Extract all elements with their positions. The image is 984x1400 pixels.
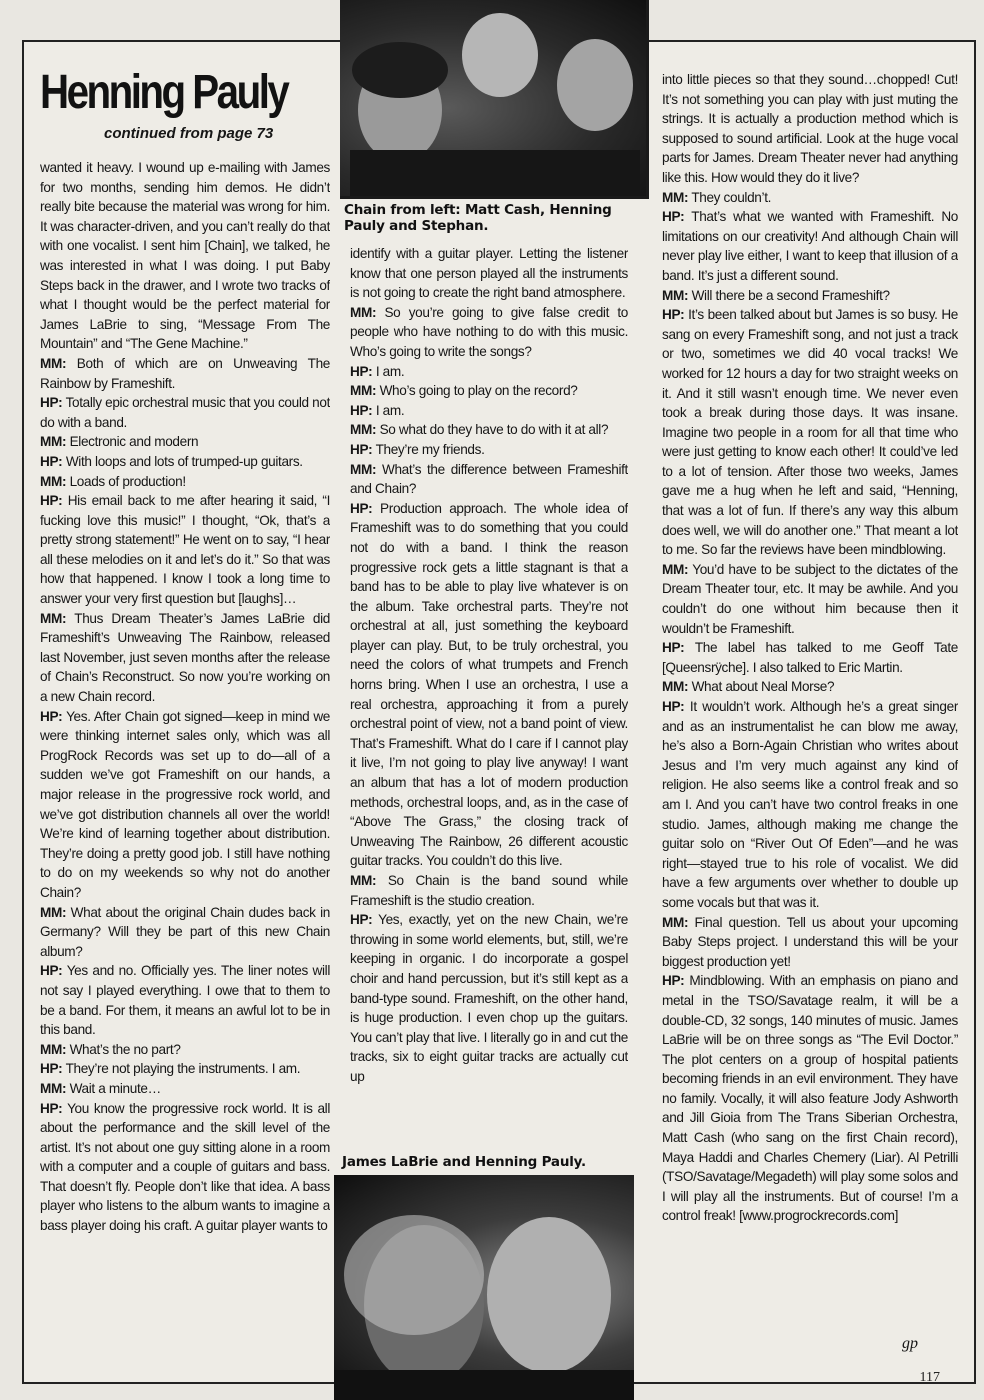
- paragraph: [40, 1059, 330, 1079]
- speaker-label: MM:: [350, 422, 377, 438]
- labrie-pauly-figures: [334, 1175, 634, 1400]
- paragraph-text: Will there be a second Frameshift?: [691, 287, 890, 303]
- paragraph-text: Totally epic orchestral music that you could not do with a band.: [40, 395, 330, 430]
- paragraph: [662, 207, 958, 285]
- speaker-label: HP:: [40, 395, 63, 411]
- speaker-label: MM:: [40, 610, 67, 626]
- paragraph-text: So Chain is the band sound while Frameshift is the studio creation.: [350, 873, 628, 908]
- paragraph: [40, 452, 330, 472]
- speaker-label: MM:: [662, 914, 689, 930]
- paragraph-text: Electronic and modern: [69, 434, 199, 450]
- paragraph-text: They couldn’t.: [691, 189, 772, 205]
- paragraph: [40, 1099, 330, 1236]
- paragraph-text: Production approach. The whole idea of Frameshift was to do something that you could not do with a band. I think the reason progressive rock gets a little stagnant is that a band has to be able to play live whatever is on the album. Take orchestral parts. They’re not orchestral at all, just something the keyboard player can play. But, to be truly orchestral, you need the colors of what trumpets and French horns bring. When I use an orchestra, I use a real orchestra, approaching it from a purely orchestral point of view, not a band point of view. That’s Frameshift. What do I care if I cannot play it live, I’m not going to play live anyway! I want an album that has a lot of modern production methods, orchestral loops, and, as in the case of “Above The Grass,” the closing track of Unweaving The Rainbow, 26 different acoustic guitar tracks. You couldn’t do this live.: [350, 500, 628, 869]
- speaker-label: MM:: [662, 679, 689, 695]
- paragraph-text: It wouldn’t work. Although he’s a great singer and as an instrumentalist he can blow me away, he’s also a Born-Again Christian who writes about Jesus and I’m very much against any kind of religion. He also seems like a control freak and so am I. And you can’t have two control freaks in one studio. James, although making me change the guitar solo on “River Out Of Eden”—and he was right—stayed true to his role of vocalist. We did have a few arguments over whether to double up some vocals but that was it.: [662, 699, 958, 910]
- paragraph: [40, 158, 330, 354]
- paragraph: [40, 491, 330, 609]
- paragraph-text: Mindblowing. With an emphasis on piano and metal in the TSO/Savatage realm, it will be a double-CD, 32 songs, 140 minutes of music. James LaBrie will be on three songs as “The Evil Doctor.” The plot centers on a group of hospital patients becoming friends in an evil environment. They have no family. Vocally, it will also feature Jody Ashworth and Jill Gioia from The Trans Siberian Orchestra, Matt Cash (who sang on the first Chain record), Maya Haddi and Charles Chemery (Liar). Al Petrilli (TSO/Savatage/Megadeth) will play some solos and I will play all the instruments. But of course! I’m a control freak! [www.progrockrecords.com]: [662, 973, 958, 1224]
- paragraph: [40, 1079, 330, 1099]
- paragraph: [40, 432, 330, 452]
- paragraph-text: identify with a guitar player. Letting the listener know that one person played all the instruments is not going to create the right band atmosphere.: [350, 246, 628, 301]
- speaker-label: MM:: [662, 561, 689, 577]
- speaker-label: HP:: [662, 307, 685, 323]
- band-photo-figures: [340, 0, 646, 196]
- speaker-label: HP:: [40, 708, 63, 724]
- paragraph-text: It’s been talked about but James is so busy. He sang on every Frameshift song, and not just a track or two, sometimes we did 40 vocal tracks! We worked for 12 hours a day for two straight weeks on it. And it still wasn’t enough time. We never even took a break during those days. It was insane. Imagine two people in a room for all that time who were just getting to know each other! It could’ve led to a lot of tension. After those two weeks, James gave me a hug when he left and said, “Henning, that was a lot of fun. If there’s any way this album does well, we will do another one.” That meant a lot to me. So far the reviews have been mindblowing.: [662, 307, 958, 558]
- paragraph-text: His email back to me after hearing it said, “I fucking love this music!” I thought, “Ok, that’s a pretty strong statement!” He went on to say, “I hear all these melodies on it and let’s do it.” So that was how that happened. I know I took a long time to answer your very first question but [laughs]…: [40, 493, 330, 607]
- paragraph: [40, 393, 330, 432]
- band-photo: [340, 0, 649, 199]
- continued-note: continued from page 73: [104, 125, 274, 142]
- paragraph-text: into little pieces so that they sound…chopped! Cut! It’s not something you can play with just muting the strings. It is actually a production method which is supposed to sound artificial. Look at the huge vocal parts for James. Dream Theater never had anything like this. How would they do it live?: [662, 72, 958, 185]
- paragraph: [40, 609, 330, 707]
- speaker-label: HP:: [662, 640, 685, 656]
- paragraph-text: Loads of production!: [69, 473, 186, 489]
- speaker-label: HP:: [350, 441, 373, 457]
- paragraph-text: I am.: [375, 402, 405, 418]
- paragraph-text: They’re not playing the instruments. I am.: [65, 1061, 301, 1077]
- paragraph-text: Yes. After Chain got signed—keep in mind we were thinking internet sales only, which was all ProgRock Records was set up to do—all of a sudden we’ve got Frameshift on our hands, a major release in the progressive rock world, and we’ve got distribution channels all over the world! We’re kind of learning together about distribution. They’re doing a pretty good job. I still have nothing to do on my weekends so why not do another Chain?: [40, 708, 330, 900]
- paragraph-text: What’s the no part?: [69, 1041, 181, 1057]
- speaker-label: MM:: [350, 461, 377, 477]
- paragraph: [662, 188, 958, 208]
- paragraph-text: They’re my friends.: [375, 441, 485, 457]
- speaker-label: MM:: [40, 355, 67, 371]
- paragraph: [40, 472, 330, 492]
- page-number: 117: [919, 1370, 940, 1385]
- speaker-label: HP:: [350, 500, 373, 516]
- paragraph-text: So what do they have to do with it at all?: [379, 422, 609, 438]
- paragraph: [40, 903, 330, 962]
- paragraph: [40, 961, 330, 1039]
- paragraph-text: Final question. Tell us about your upcoming Baby Steps project. I understand this will be your biggest production yet!: [662, 914, 958, 969]
- speaker-label: MM:: [662, 189, 689, 205]
- speaker-label: HP:: [40, 1061, 63, 1077]
- paragraph: [662, 305, 958, 560]
- speaker-label: MM:: [40, 434, 67, 450]
- paragraph-text: Thus Dream Theater’s James LaBrie did Frameshift’s Unweaving The Rainbow, released last November, just seven months after the release of Chain’s Reconstruct. So now you’re working on a new Chain record.: [40, 610, 330, 705]
- speaker-label: HP:: [662, 209, 685, 225]
- column-2: [350, 244, 628, 1144]
- bottom-photo-caption: James LaBrie and Henning Pauly.: [342, 1154, 586, 1170]
- paragraph: [40, 354, 330, 393]
- paragraph: [662, 638, 958, 677]
- speaker-label: MM:: [40, 904, 67, 920]
- top-photo-caption: Chain from left: Matt Cash, Henning Pauly and Stephan.: [344, 202, 612, 234]
- speaker-label: HP:: [662, 973, 685, 989]
- paragraph-text: wanted it heavy. I wound up e-mailing with James for two months, sending him demos. He didn’t really bite because the material was wrong for him. It was character-driven, and you can’t really do that with one vocalist. I sent him [Chain], we talked, he was interested in what I was doing. I put Baby Steps back in the drawer, and I wrote two tracks of what I thought would be the perfect material for James LaBrie to sing, “Message From The Mountain” and “The Gene Machine.”: [40, 160, 330, 352]
- speaker-label: MM:: [40, 1041, 67, 1057]
- paragraph-text: Yes and no. Officially yes. The liner notes will not say I played everything. I owe that to them to be a band. For them, it means an awful lot to be in this band.: [40, 963, 330, 1038]
- paragraph: [350, 499, 628, 871]
- column-1: [40, 158, 330, 1348]
- speaker-label: HP:: [350, 402, 373, 418]
- paragraph: [350, 460, 628, 499]
- paragraph-text: Who’s going to play on the record?: [379, 383, 578, 399]
- labrie-pauly-photo: [334, 1175, 634, 1400]
- paragraph-text: You’d have to be subject to the dictates of the Dream Theater tour, etc. It may be awhile. And you couldn’t do one without him because then it wouldn’t be Frameshift.: [662, 561, 958, 636]
- speaker-label: HP:: [662, 699, 685, 714]
- paragraph: [350, 420, 628, 440]
- speaker-label: HP:: [40, 493, 63, 509]
- paragraph-text: You know the progressive rock world. It is all about the performance and the skill level of the artist. It’s not about one guy sitting alone in a room with a computer and a couple of guitars and bass. That doesn’t fly. People don’t like that idea. A bass player who listens to the album wants to imagine a bass player doing his craft. A guitar player wants to: [40, 1100, 330, 1234]
- speaker-label: HP:: [40, 453, 63, 469]
- paragraph-text: Wait a minute…: [69, 1080, 161, 1096]
- paragraph-text: I am.: [375, 363, 405, 379]
- paragraph: [350, 871, 628, 910]
- paragraph: [662, 560, 958, 638]
- paragraph-text: That’s what we wanted with Frameshift. No limitations on our creativity! And although Chain will never play live either, I want to keep that illusion of a band. It’s just a different sound.: [662, 209, 958, 283]
- speaker-label: MM:: [662, 287, 689, 303]
- speaker-label: HP:: [350, 912, 373, 928]
- paragraph: [40, 707, 330, 903]
- article-title: Henning Pauly: [40, 66, 288, 119]
- paragraph: [662, 286, 958, 306]
- column-3: [662, 70, 958, 1370]
- paragraph: [662, 70, 958, 188]
- paragraph-text: What’s the difference between Frameshift and Chain?: [350, 461, 628, 497]
- speaker-label: MM:: [40, 1080, 67, 1096]
- paragraph: [350, 910, 628, 1086]
- paragraph: [350, 303, 628, 362]
- paragraph: [350, 440, 628, 460]
- speaker-label: HP:: [350, 363, 373, 379]
- paragraph: [662, 677, 958, 697]
- paragraph: [350, 244, 628, 303]
- speaker-label: MM:: [40, 473, 67, 489]
- paragraph: [40, 1040, 330, 1060]
- paragraph-text: The label has talked to me Geoff Tate [Queensrÿche]. I also talked to Eric Martin.: [662, 640, 958, 675]
- speaker-label: MM:: [350, 873, 377, 888]
- paragraph: [662, 697, 958, 913]
- speaker-label: MM:: [350, 383, 377, 399]
- paragraph: [350, 401, 628, 421]
- paragraph: [350, 381, 628, 401]
- paragraph-text: Yes, exactly, yet on the new Chain, we’re throwing in some world elements, but, still, we’re keeping in organic. I do incorporate a gospel choir and hand percussion, but it’s still kept as a band-type sound. Frameshift, on the other hand, is huge production. I even chop up the guitars. You can’t play that live. I literally go in and cut the tracks, six to eight guitar tracks are actually cut up: [350, 912, 628, 1084]
- speaker-label: MM:: [350, 304, 377, 320]
- paragraph: [662, 971, 958, 1226]
- paragraph-text: With loops and lots of trumped-up guitars.: [65, 453, 303, 469]
- paragraph-text: Both of which are on Unweaving The Rainbow by Frameshift.: [40, 355, 330, 391]
- signature-mark: gp: [902, 1335, 918, 1352]
- paragraph-text: What about the original Chain dudes back in Germany? Will they be part of this new Chain album?: [40, 904, 330, 959]
- paragraph-text: So you’re going to give false credit to people who have nothing to do with this music. Who’s going to write the songs?: [350, 304, 628, 359]
- paragraph-text: What about Neal Morse?: [691, 679, 835, 695]
- speaker-label: HP:: [40, 1100, 63, 1116]
- paragraph: [662, 913, 958, 972]
- speaker-label: HP:: [40, 963, 63, 979]
- paragraph: [350, 362, 628, 382]
